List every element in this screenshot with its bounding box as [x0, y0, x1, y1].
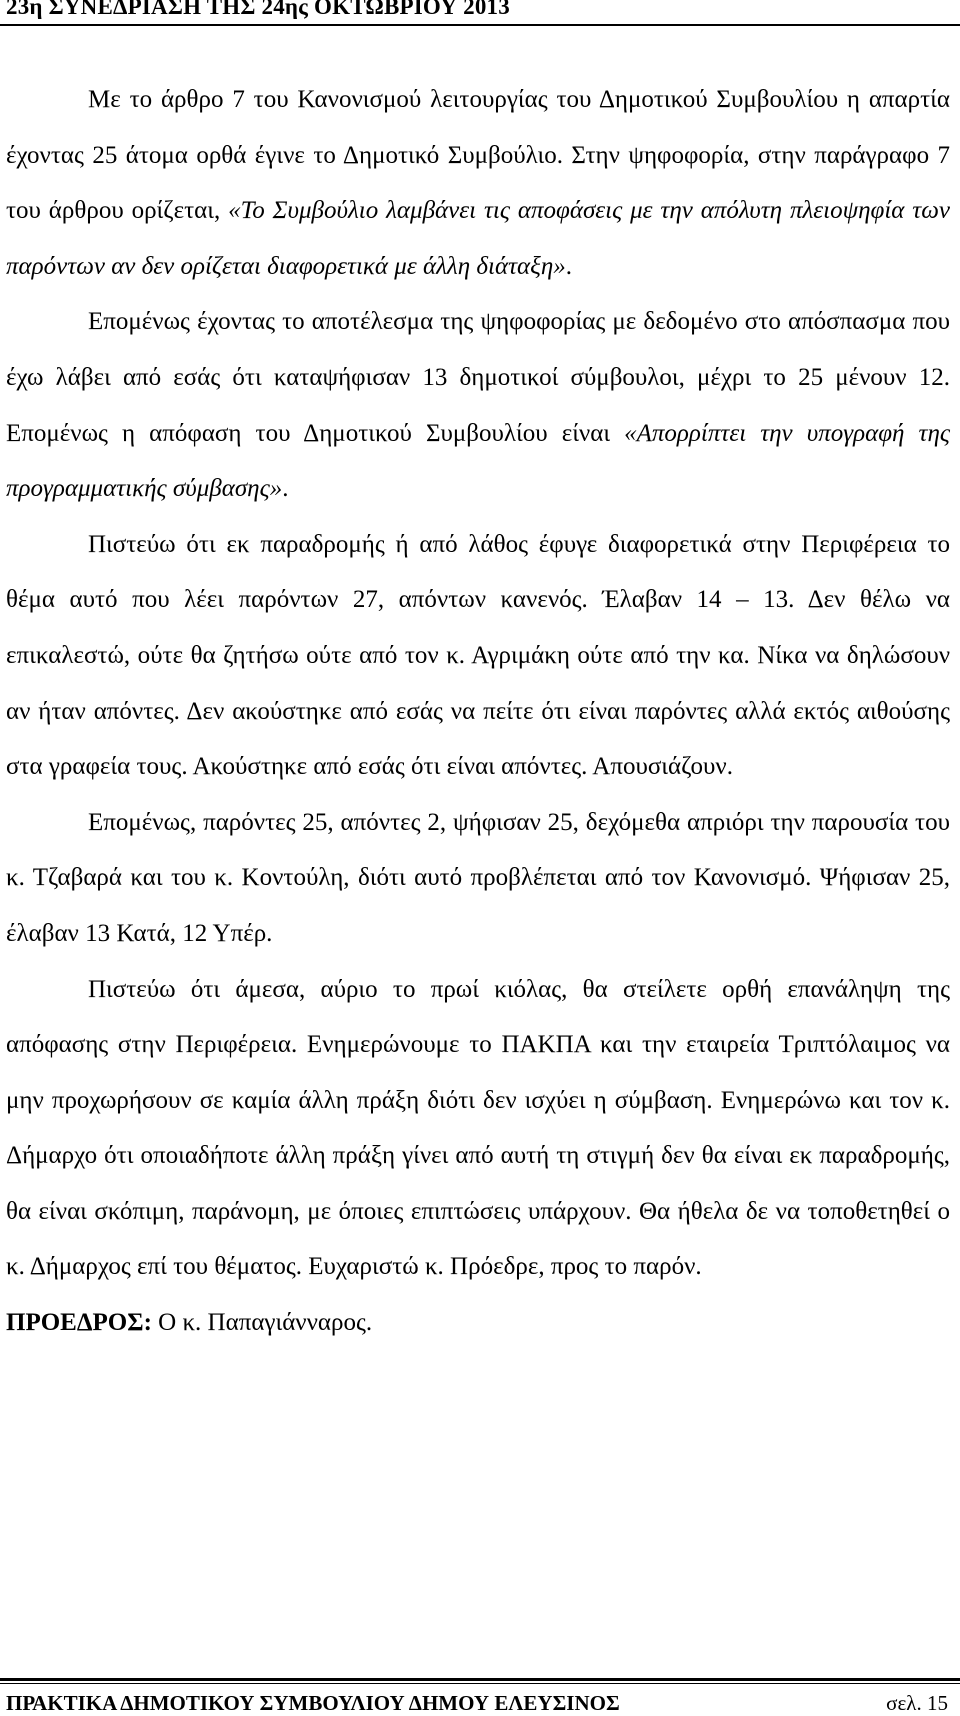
paragraph-1-end: .	[565, 252, 572, 280]
paragraph-2-quote: «Απορρίπτει την υπογραφή της προγραμματικής σύμβασης»	[6, 419, 950, 503]
header-divider	[0, 24, 960, 26]
page-header-title: 23η ΣΥΝΕΔΡΙΑΣΗ ΤΗΣ 24ης ΟΚΤΩΒΡΙΟΥ 2013	[6, 0, 510, 19]
paragraph-2	[6, 294, 950, 516]
footer-divider-thin	[0, 1683, 960, 1684]
paragraph-3: Πιστεύω ότι εκ παραδρομής ή από λάθος έφυγε διαφορετικά στην Περιφέρεια το θέμα αυτό που λέει παρόντων 27, απόντων κανενός. Έλαβαν 14 – 13. Δεν θέλω να επικαλεστώ, ούτε θα ζητήσω ούτε από τον κ. Αγριμάκη ούτε από την κα. Νίκα να δηλώσουν αν ήταν απόντες. Δεν ακούστηκε από εσάς να πείτε ότι είναι παρόντες αλλά εκτός αιθούσης στα γραφεία τους. Ακούστηκε από εσάς ότι είναι απόντες. Απουσιάζουν.	[6, 530, 950, 781]
paragraph-5: Πιστεύω ότι άμεσα, αύριο το πρωί κιόλας, θα στείλετε ορθή επανάληψη της απόφασης στην Περιφέρεια. Ενημερώνουμε το ΠΑΚΠΑ και την εταιρεία Τριπτόλαιμος να μην προχωρήσουν σε καμία άλλη πράξη διότι δεν ισχύει η σύμβαση. Ενημερώνω και τον κ. Δήμαρχο ότι οποιαδήποτε άλλη πράξη γίνει από αυτή τη στιγμή δεν θα είναι εκ παραδρομής, θα είναι σκόπιμη, παράνομη, με όποιες επιπτώσεις υπάρχουν. Θα ήθελα δε να τοποθετηθεί ο κ. Δήμαρχος επί του θέματος. Ευχαριστώ κ. Πρόεδρε, προς το παρόν.	[6, 975, 950, 1281]
footer-title: ΠΡΑΚΤΙΚΑ ΔΗΜΟΤΙΚΟΥ ΣΥΜΒΟΥΛΙΟΥ ΔΗΜΟΥ ΕΛΕΥΣΙΝΟΣ	[6, 1691, 620, 1715]
paragraph-1-text: Με το άρθρο 7 του Κανονισμού λειτουργίας του Δημοτικού Συμβουλίου η απαρτία έχοντας 25 άτομα ορθά έγινε το Δημοτικό Συμβούλιο. Στην ψηφοφορία, στην παράγραφο 7 του άρθρου ορίζεται,	[6, 86, 950, 225]
page-number: σελ. 15	[886, 1691, 948, 1715]
speaker-line	[6, 1295, 950, 1351]
speaker-name: ΠΡΟΕΔΡΟΣ:	[6, 1309, 152, 1337]
paragraph-4: Επομένως, παρόντες 25, απόντες 2, ψήφισαν 25, δεχόμεθα απριόρι την παρουσία του κ. Τζαβαρά και του κ. Κοντούλη, διότι αυτό προβλέπεται από τον Κανονισμό. Ψήφισαν 25, έλαβαν 13 Κατά, 12 Υπέρ.	[6, 808, 950, 947]
paragraph-2-text: Επομένως έχοντας το αποτέλεσμα της ψηφοφορίας με δεδομένο στο απόσπασμα που έχω λάβει από εσάς ότι καταψήφισαν 13 δημοτικοί σύμβουλοι, μέχρι το 25 μένουν 12. Επομένως η απόφαση του Δημοτικού Συμβουλίου είναι	[6, 308, 950, 447]
paragraph-1-quote: «Το Συμβούλιο λαμβάνει τις αποφάσεις με την απόλυτη πλειοψηφία των παρόντων αν δεν ορίζεται διαφορετικά με άλλη διάταξη»	[6, 197, 951, 280]
document-body	[6, 72, 950, 1351]
paragraph-2-end: .	[282, 475, 289, 503]
footer-divider-thick	[0, 1678, 960, 1681]
speaker-text: Ο κ. Παπαγιάνναρος.	[151, 1309, 373, 1337]
paragraph-1	[6, 72, 950, 294]
